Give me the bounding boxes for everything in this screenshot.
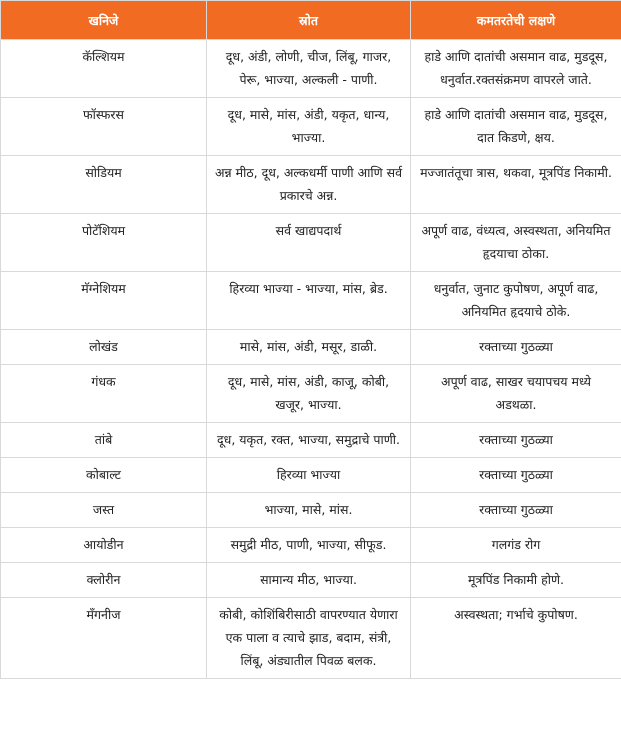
- table-row: [1, 458, 621, 493]
- cell-source: सामान्य मीठ, भाज्या.: [207, 563, 411, 598]
- cell-source: अन्न मीठ, दूध, अल्कधर्मी पाणी आणि सर्व प्रकारचे अन्न.: [207, 156, 411, 214]
- table-row: [1, 598, 621, 679]
- cell-source: कोबी, कोशिंबिरीसाठी वापरण्यात येणारा एक पाला व त्याचे झाड, बदाम, संत्री, लिंबू, अंड्यातील पिवळ बलक.: [207, 598, 411, 679]
- cell-symptoms: रक्ताच्या गुठळ्या: [411, 458, 621, 493]
- cell-symptoms: अपूर्ण वाढ, वंध्यत्व, अस्वस्थता, अनियमित हृदयाचा ठोका.: [411, 214, 621, 272]
- cell-symptoms: गलगंड रोग: [411, 528, 621, 563]
- cell-source: दूध, यकृत, रक्त, भाज्या, समुद्राचे पाणी.: [207, 423, 411, 458]
- table-row: [1, 365, 621, 423]
- cell-symptoms: रक्ताच्या गुठळ्या: [411, 330, 621, 365]
- table-row: [1, 493, 621, 528]
- cell-symptoms: अस्वस्थता; गर्भाचे कुपोषण.: [411, 598, 621, 679]
- table-row: [1, 563, 621, 598]
- header-mineral: खनिजे: [1, 1, 207, 40]
- cell-source: हिरव्या भाज्या: [207, 458, 411, 493]
- cell-mineral: आयोडीन: [1, 528, 207, 563]
- cell-source: दूध, अंडी, लोणी, चीज, लिंबू, गाजर, पेरू, भाज्या, अल्कली - पाणी.: [207, 40, 411, 98]
- cell-mineral: जस्त: [1, 493, 207, 528]
- cell-mineral: फॉस्फरस: [1, 98, 207, 156]
- table-header-row: [1, 1, 621, 40]
- cell-mineral: पोटॅशियम: [1, 214, 207, 272]
- table-row: [1, 528, 621, 563]
- cell-symptoms: धनुर्वात, जुनाट कुपोषण, अपूर्ण वाढ, अनियमित हृदयाचे ठोके.: [411, 272, 621, 330]
- cell-source: हिरव्या भाज्या - भाज्या, मांस, ब्रेड.: [207, 272, 411, 330]
- cell-mineral: क्लोरीन: [1, 563, 207, 598]
- cell-symptoms: रक्ताच्या गुठळ्या: [411, 423, 621, 458]
- cell-symptoms: अपूर्ण वाढ, साखर चयापचय मध्ये अडथळा.: [411, 365, 621, 423]
- cell-symptoms: मज्जातंतूचा त्रास, थकवा, मूत्रपिंड निकामी.: [411, 156, 621, 214]
- cell-symptoms: हाडे आणि दातांची असमान वाढ, मुडदूस, दात किडणे, क्षय.: [411, 98, 621, 156]
- table-row: [1, 156, 621, 214]
- table-row: [1, 98, 621, 156]
- cell-source: दूध, मासे, मांस, अंडी, यकृत, धान्य, भाज्या.: [207, 98, 411, 156]
- table-row: [1, 423, 621, 458]
- cell-source: मासे, मांस, अंडी, मसूर, डाळी.: [207, 330, 411, 365]
- cell-mineral: मॅंगनीज: [1, 598, 207, 679]
- cell-mineral: लोखंड: [1, 330, 207, 365]
- cell-source: भाज्या, मासे, मांस.: [207, 493, 411, 528]
- table-row: [1, 40, 621, 98]
- cell-source: सर्व खाद्यपदार्थ: [207, 214, 411, 272]
- cell-symptoms: मूत्रपिंड निकामी होणे.: [411, 563, 621, 598]
- header-source: स्रोत: [207, 1, 411, 40]
- table-row: [1, 214, 621, 272]
- cell-mineral: कॅल्शियम: [1, 40, 207, 98]
- cell-source: दूध, मासे, मांस, अंडी, काजू, कोबी, खजूर, भाज्या.: [207, 365, 411, 423]
- table-row: [1, 272, 621, 330]
- cell-mineral: कोबाल्ट: [1, 458, 207, 493]
- cell-symptoms: हाडे आणि दातांची असमान वाढ, मुडदूस, धनुर्वात.रक्तसंक्रमण वापरले जाते.: [411, 40, 621, 98]
- cell-mineral: गंधक: [1, 365, 207, 423]
- cell-mineral: सोडियम: [1, 156, 207, 214]
- cell-symptoms: रक्ताच्या गुठळ्या: [411, 493, 621, 528]
- cell-mineral: तांबे: [1, 423, 207, 458]
- header-deficiency-symptoms: कमतरतेची लक्षणे: [411, 1, 621, 40]
- table-row: [1, 330, 621, 365]
- cell-source: समुद्री मीठ, पाणी, भाज्या, सीफूड.: [207, 528, 411, 563]
- cell-mineral: मॅग्नेशियम: [1, 272, 207, 330]
